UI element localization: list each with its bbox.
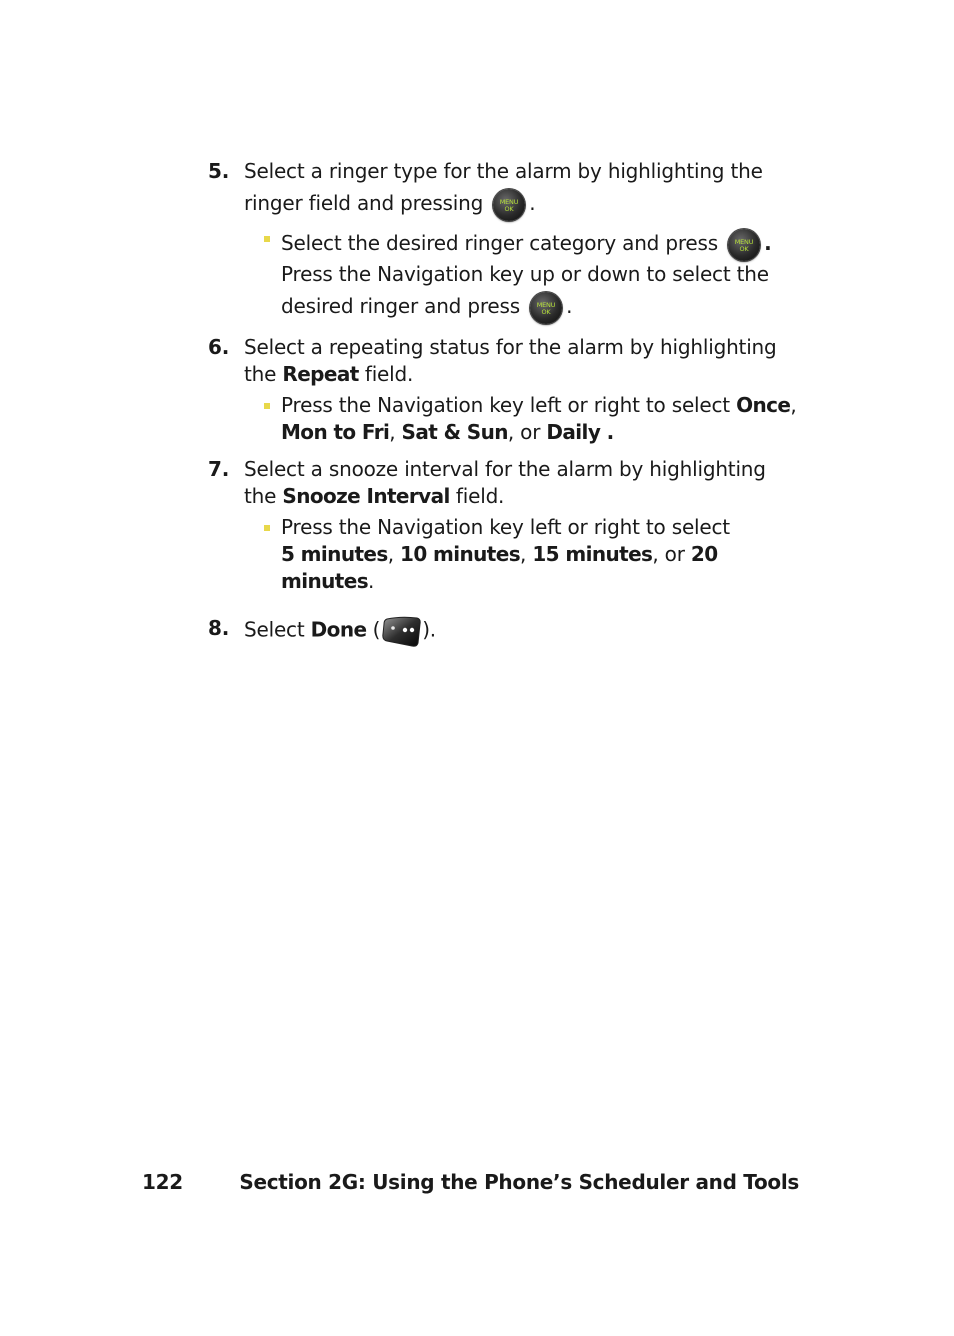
punctuation: .: [529, 191, 536, 215]
substep-text: Press the Navigation key left or right to select: [281, 393, 737, 417]
page-number: 122: [142, 1170, 183, 1194]
menu-key-label-top: MENU: [499, 197, 519, 206]
step-text-line: Select a repeating status for the alarm by highlighting: [244, 335, 777, 359]
step-number: 6.: [208, 335, 230, 359]
step-text-line: the: [244, 484, 283, 508]
menu-key-label-top: MENU: [734, 237, 754, 246]
substep-line: [281, 541, 798, 595]
menu-ok-key-icon: [530, 292, 562, 324]
punctuation: (: [366, 617, 381, 642]
step-text: [244, 615, 798, 647]
step-text-line: field.: [358, 362, 414, 386]
punctuation: .: [566, 294, 573, 318]
step-text-line: Select a ringer type for the alarm by highlighting the: [244, 159, 763, 183]
step-text-line: the: [244, 362, 283, 386]
field-name-done: Done: [310, 617, 367, 642]
menu-key-label-bottom: OK: [504, 204, 514, 213]
option-5-minutes: 5 minutes: [281, 542, 388, 566]
option-daily: Daily .: [546, 420, 614, 444]
step-5: [208, 158, 798, 324]
separator: ,: [790, 393, 797, 417]
step-6-substep: [244, 392, 798, 446]
substep-text: Press the Navigation key up or down to select the: [281, 262, 769, 286]
field-name-snooze-interval: Snooze Interval: [282, 484, 450, 508]
option-10-minutes: 10 minutes: [400, 542, 521, 566]
substep-text: desired ringer and press: [281, 294, 520, 318]
separator: ,: [389, 420, 402, 444]
step-text: [244, 483, 798, 510]
step-text-line: Select a snooze interval for the alarm by highlighting: [244, 457, 766, 481]
substep-line: [281, 419, 798, 446]
step-7-substep: [244, 514, 798, 595]
substep-line: [281, 288, 798, 324]
step-text-line: ringer field and pressing: [244, 191, 484, 215]
bullet-icon: [264, 525, 270, 531]
instructions: [208, 158, 798, 657]
separator: , or: [652, 542, 691, 566]
field-name-repeat: Repeat: [282, 362, 359, 386]
option-sat-sun: Sat & Sun: [401, 420, 508, 444]
substep-line: [281, 261, 798, 288]
step-text-line: field.: [449, 484, 505, 508]
step-8: [208, 615, 798, 647]
section-title: Section 2G: Using the Phone’s Scheduler and Tools: [239, 1170, 799, 1194]
step-text: [244, 361, 798, 388]
option-20-minutes: 20 minutes: [281, 542, 718, 593]
menu-ok-key-icon: [728, 229, 760, 261]
punctuation: ).: [422, 617, 436, 642]
punctuation: .: [764, 231, 772, 255]
option-once: Once: [736, 393, 791, 417]
separator: ,: [520, 542, 533, 566]
separator: , or: [507, 420, 547, 444]
bullet-icon: [264, 236, 270, 242]
step-number: 8.: [208, 616, 230, 640]
step-text-line: Select: [244, 617, 311, 642]
step-text: [244, 334, 798, 361]
step-7: [208, 456, 798, 595]
option-15-minutes: 15 minutes: [532, 542, 653, 566]
softkey-icon: [381, 615, 421, 647]
step-6: [208, 334, 798, 446]
menu-key-label-bottom: OK: [739, 244, 749, 253]
substep-line: [281, 225, 798, 261]
step-5-substep: [244, 225, 798, 324]
menu-ok-key-icon: [493, 189, 525, 221]
substep-text: Press the Navigation key left or right to select: [281, 515, 730, 539]
bullet-icon: [264, 403, 270, 409]
step-number: 5.: [208, 159, 230, 183]
menu-key-label-top: MENU: [536, 300, 556, 309]
menu-key-label-bottom: OK: [541, 307, 551, 316]
step-text: [244, 456, 798, 483]
option-mon-to-fri: Mon to Fri: [281, 420, 390, 444]
separator: ,: [387, 542, 401, 566]
substep-line: [281, 514, 798, 541]
substep-text: Select the desired ringer category and press: [281, 231, 718, 255]
step-text: [244, 185, 798, 221]
step-number: 7.: [208, 457, 230, 481]
punctuation: .: [368, 569, 375, 593]
substep-line: [281, 392, 798, 419]
step-text: [244, 158, 798, 185]
